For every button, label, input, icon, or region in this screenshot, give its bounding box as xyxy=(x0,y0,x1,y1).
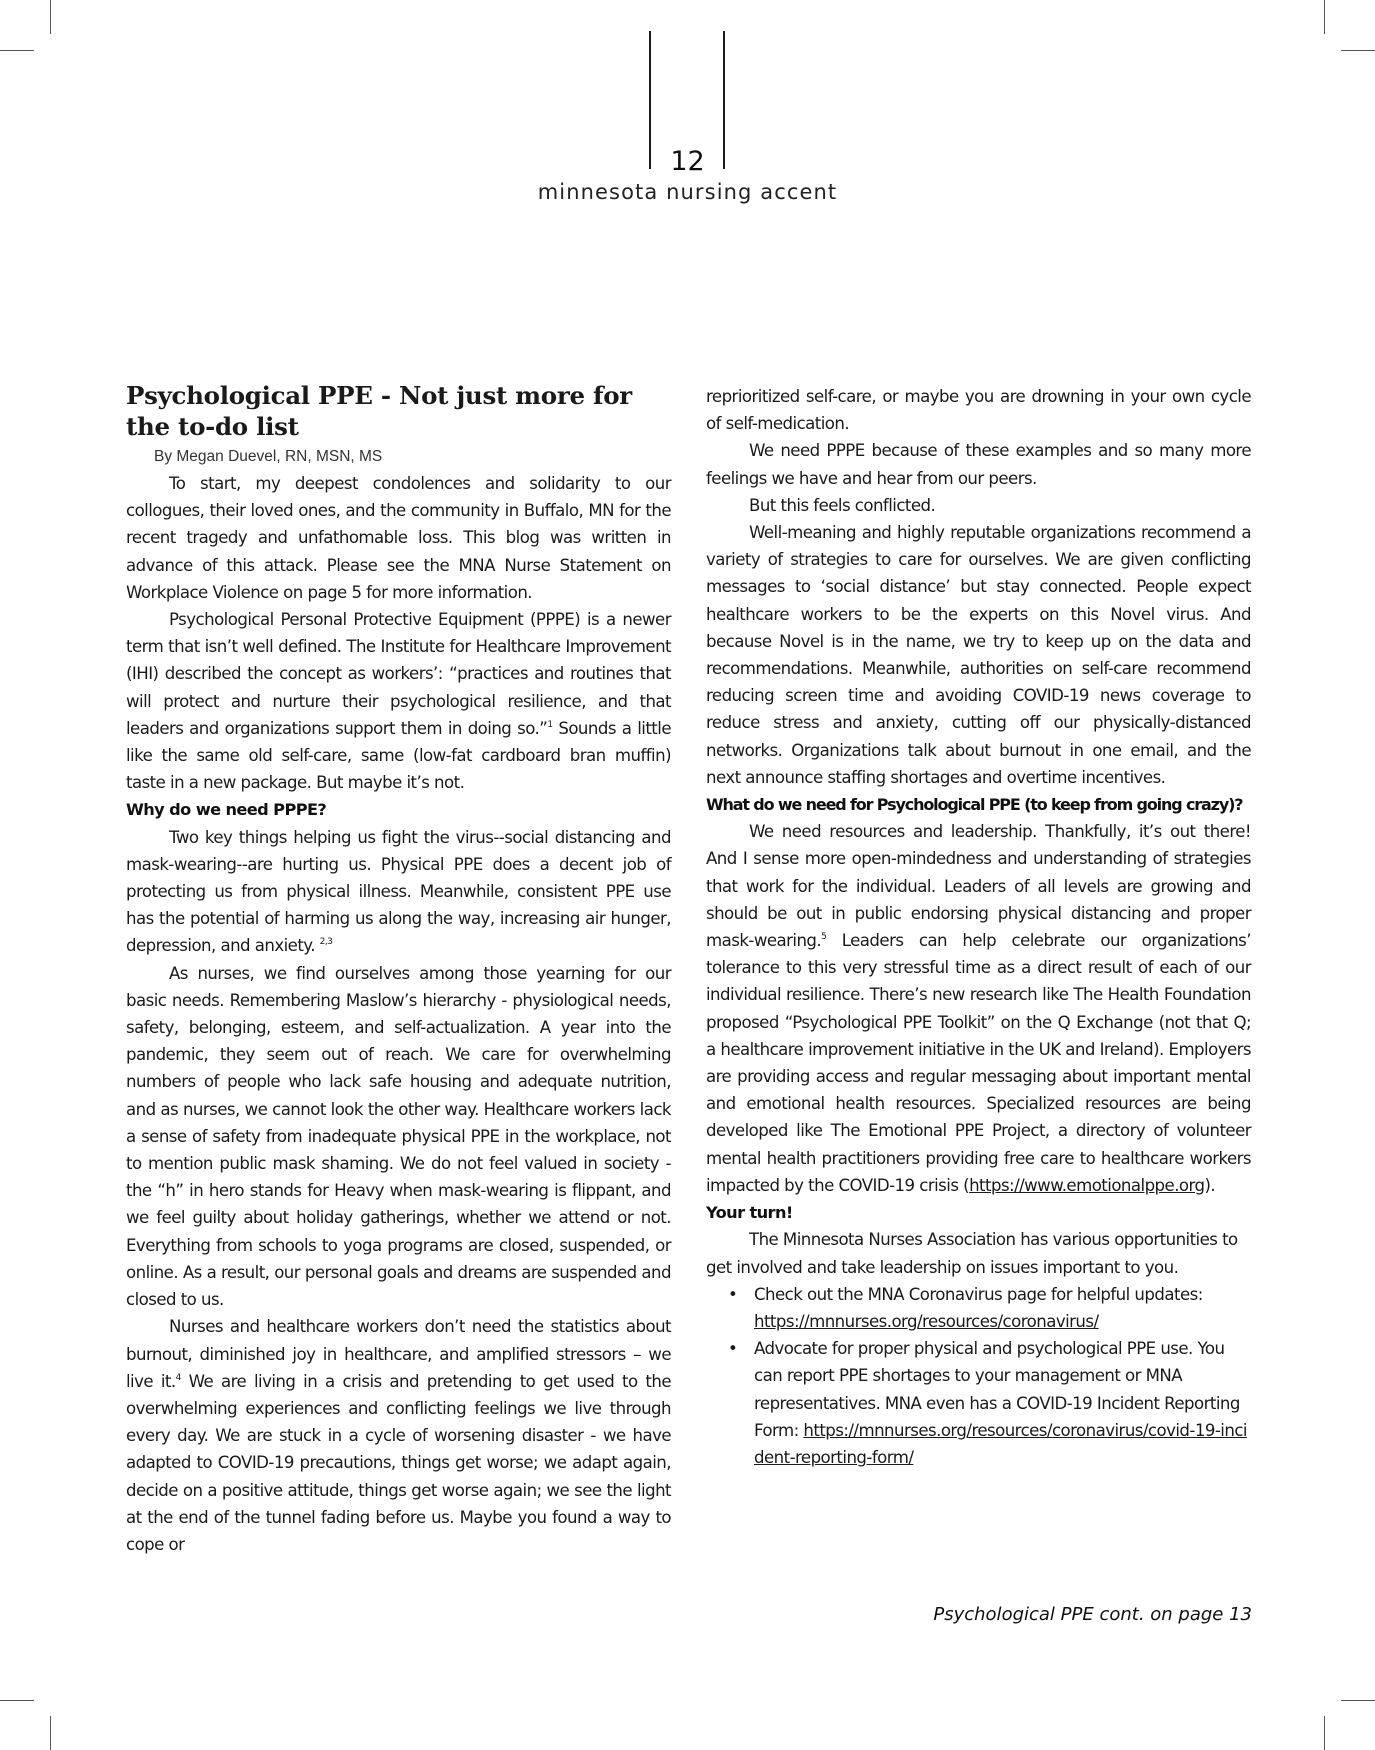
article-column-right xyxy=(706,383,1251,1471)
crop-mark xyxy=(50,1716,51,1750)
article-body-left xyxy=(126,470,671,1558)
crop-mark xyxy=(0,50,34,51)
paragraph: We need resources and leadership. Thankfully, it’s out there! And I sense more open-mindedness and understanding of strategies that work for the individual. Leaders of all levels are growing and should be out in public endorsing physical distancing and proper mask-wearing.$^5$ Leaders can help celebrate our organizations’ tolerance to this very stressful time as a direct result of each of our individual resilience. There’s new research like The Health Foundation proposed “Psychological PPE Toolkit” on the Q Exchange (not that Q; a healthcare improvement initiative in the UK and Ireland). Employers are providing access and regular messaging about important mental and emotional health resources. Specialized resources are being developed like The Emotional PPE Project, a directory of volunteer mental health practitioners providing free care to healthcare workers impacted by the COVID-19 crisis (https://www.emotionalppe.org). xyxy=(706,822,1251,1195)
paragraph: reprioritized self-care, or maybe you are drowning in your own cycle of self-medication. xyxy=(706,387,1251,434)
footnote-ref: 1 xyxy=(547,719,553,730)
crop-mark xyxy=(1324,0,1325,34)
section-heading: Your turn! xyxy=(706,1203,793,1223)
bullet-icon: • xyxy=(728,1284,738,1304)
article-column-left xyxy=(126,380,671,1558)
article-title: Psychological PPE - Not just more for the to-do list xyxy=(126,381,632,441)
footnote-ref: 5 xyxy=(821,932,827,943)
continued-note: Psychological PPE cont. on page 13 xyxy=(933,1604,1252,1625)
footnote-ref: 2,3 xyxy=(319,937,333,948)
emotional-ppe-link[interactable]: https://www.emotionalppe.org xyxy=(969,1175,1205,1195)
article-byline: By Megan Duevel, RN, MSN, MS xyxy=(154,448,383,465)
bullet-list xyxy=(706,1281,1251,1471)
coronavirus-page-link[interactable]: https://mnnurses.org/resources/coronavirus/ xyxy=(754,1311,1099,1331)
paragraph: Psychological Personal Protective Equipment (PPPE) is a newer term that isn’t well defined. The Institute for Healthcare Improvement (IHI) described the concept as workers’: “practices and routines that will protect and nurture their psychological resilience, and that leaders and organizations support them in doing so.”$^1$ Sounds a little like the same old self-care, same (low-fat cardboard bran muffin) taste in a new package. But maybe it’s not. xyxy=(126,610,671,793)
list-item: • Check out the MNA Coronavirus page for helpful updates: https://mnnurses.org/resources/coronavirus/ xyxy=(754,1281,1251,1335)
paragraph: Two key things helping us fight the virus--social distancing and mask-wearing--are hurting us. Physical PPE does a decent job of protecting us from physical illness. Meanwhile, consistent PPE use has the potential of harming us along the way, increasing air hunger, depression, and anxiety. $^{2,3}$ xyxy=(126,827,671,956)
paragraph: We need PPPE because of these examples and so many more feelings we have and hear from our peers. xyxy=(706,441,1251,488)
crop-mark xyxy=(1341,50,1375,51)
section-heading: Why do we need PPPE? xyxy=(126,800,327,820)
footnote-ref: 4 xyxy=(175,1372,181,1383)
crop-mark xyxy=(0,1700,34,1701)
bullet-icon: • xyxy=(728,1339,738,1359)
paragraph: As nurses, we find ourselves among those yearning for our basic needs. Remembering Maslow’s hierarchy - physiological needs, safety, belonging, esteem, and self-actualization. A year into the pandemic, they seem out of reach. We care for overwhelming numbers of people who lack safe housing and adequate nutrition, and as nurses, we cannot look the other way. Healthcare workers lack a sense of safety from inadequate physical PPE in the workplace, not to mention public mask shaming. We do not feel valued in society - the “h” in hero stands for Heavy when mask-wearing is flippant, and we feel guilty about holiday gatherings, whether we attend or not. Everything from schools to yoga programs are closed, suspended, or online. As a result, our personal goals and dreams are suspended and closed to us. xyxy=(126,963,671,1310)
paragraph: Nurses and healthcare workers don’t need the statistics about burnout, diminished joy in healthcare, and amplified stressors – we live it.$^4$ We are living in a crisis and pretending to get used to the overwhelming experiences and conflicting feelings we live through every day. We are stuck in a cycle of worsening disaster - we have adapted to COVID-19 precautions, things get worse; we adapt again, decide on a positive attitude, things get worse again; we see the light at the end of the tunnel fading before us. Maybe you found a way to cope or xyxy=(126,1317,671,1554)
incident-form-link[interactable]: https://mnnurses.org/resources/coronavirus/covid-19-incident-reporting-form/ xyxy=(754,1420,1247,1467)
paragraph: The Minnesota Nurses Association has various opportunities to get involved and take leadership on issues important to you. xyxy=(706,1230,1238,1277)
section-heading: What do we need for Psychological PPE (to keep from going crazy)? xyxy=(706,795,1243,815)
page-number: 12 xyxy=(670,146,705,177)
article-body-right xyxy=(706,383,1251,1471)
paragraph: Well-meaning and highly reputable organizations recommend a variety of strategies to care for ourselves. We are given conflicting messages to ‘social distance’ but stay connected. People expect healthcare workers to be the experts on this Novel virus. And because Novel is in the name, we try to keep up on the data and recommendations. Meanwhile, authorities on self-care recommend reducing screen time and avoiding COVID-19 news coverage to reduce stress and anxiety, cutting off our physically-distanced networks. Organizations talk about burnout in one email, and the next announce staffing shortages and overtime incentives. xyxy=(706,523,1251,787)
crop-mark xyxy=(50,0,51,34)
publication-name: minnesota nursing accent xyxy=(537,180,838,204)
crop-mark xyxy=(1324,1716,1325,1750)
paragraph: But this feels conflicted. xyxy=(749,495,936,515)
list-item: • Advocate for proper physical and psychological PPE use. You can report PPE shortages to your management or MNA representatives. MNA even has a COVID-19 Incident Reporting Form: https://mnnurses.org/resources/coronavirus/covid-19-incident-reporting-form/ xyxy=(754,1335,1251,1471)
paragraph: To start, my deepest condolences and solidarity to our collogues, their loved ones, and the community in Buffalo, MN for the recent tragedy and unfathomable loss. This blog was written in advance of this attack. Please see the MNA Nurse Statement on Workplace Violence on page 5 for more information. xyxy=(126,474,671,602)
crop-mark xyxy=(1341,1700,1375,1701)
